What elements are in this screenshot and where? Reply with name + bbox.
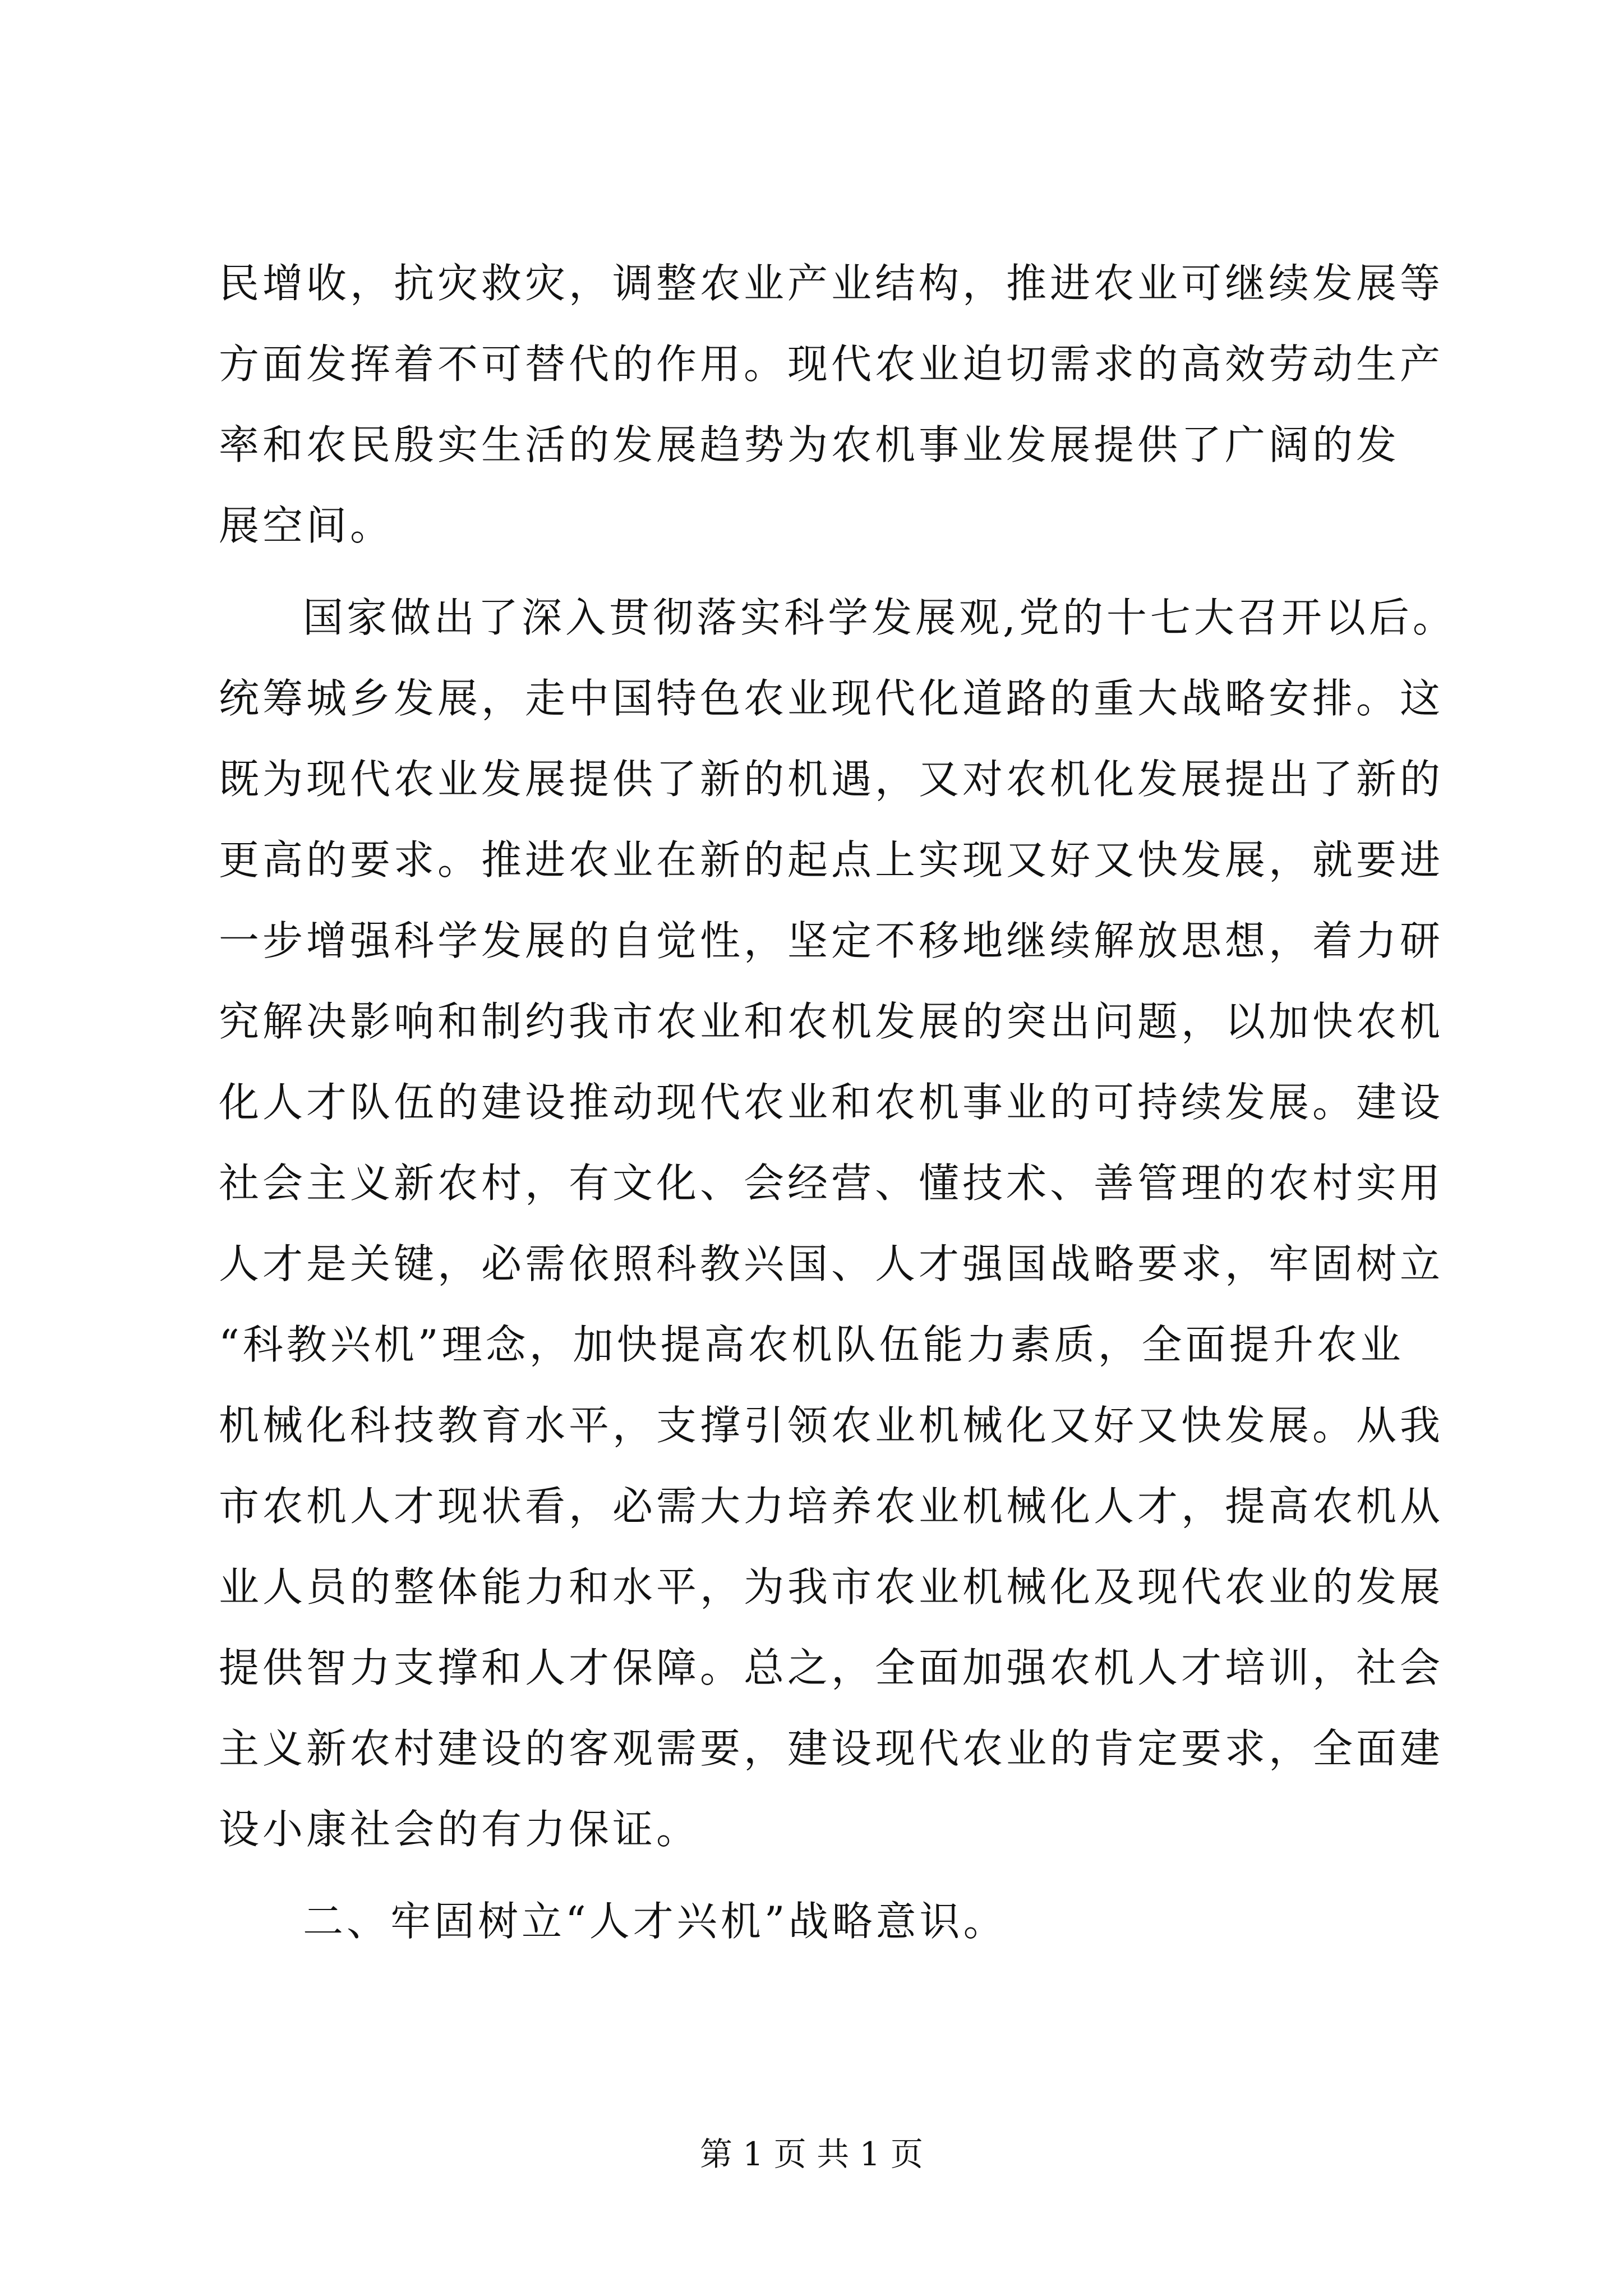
paragraph-2-line-1: 国家做出了深入贯彻落实科学发展观,党的十七大召开以后。 — [303, 594, 1456, 641]
paragraph-2-line-8: 社会主义新农村，有文化、会经营、懂技术、善管理的农村实用 — [219, 1159, 1444, 1207]
paragraph-1-line-2: 方面发挥着不可替代的作用。现代农业迫切需求的高效劳动生产 — [219, 341, 1444, 388]
paragraph-1-line-1: 民增收，抗灾救灾，调整农业产业结构，推进农业可继续发展等 — [219, 260, 1444, 307]
paragraph-2-line-4: 更高的要求。推进农业在新的起点上实现又好又快发展，就要进 — [219, 836, 1444, 884]
page-footer: 第 1 页 共 1 页 — [700, 2135, 923, 2173]
paragraph-1-line-4: 展空间。 — [219, 502, 394, 549]
paragraph-2-line-7: 化人才队伍的建设推动现代农业和农机事业的可持续发展。建设 — [219, 1079, 1444, 1126]
paragraph-2-line-12: 市农机人才现状看，必需大力培养农业机械化人才，提高农机从 — [219, 1483, 1444, 1530]
paragraph-2-line-16: 设小康社会的有力保证。 — [219, 1806, 700, 1853]
paragraph-2-line-11: 机械化科技教育水平，支撑引领农业机械化又好又快发展。从我 — [219, 1402, 1444, 1449]
paragraph-2-line-10: “科教兴机”理念，加快提高农机队伍能力素质，全面提升农业 — [219, 1321, 1404, 1368]
paragraph-2-line-5: 一步增强科学发展的自觉性，坚定不移地继续解放思想，着力研 — [219, 917, 1444, 964]
section-heading-2: 二、牢固树立“人才兴机”战略意识。 — [303, 1898, 1007, 1945]
paragraph-2-line-3: 既为现代农业发展提供了新的机遇，又对农机化发展提出了新的 — [219, 756, 1444, 803]
paragraph-2-line-13: 业人员的整体能力和水平，为我市农业机械化及现代农业的发展 — [219, 1563, 1444, 1611]
paragraph-2-line-6: 究解决影响和制约我市农业和农机发展的突出问题，以加快农机 — [219, 998, 1444, 1045]
paragraph-2-line-9: 人才是关键，必需依照科教兴国、人才强国战略要求，牢固树立 — [219, 1240, 1444, 1287]
paragraph-2-line-2: 统筹城乡发展，走中国特色农业现代化道路的重大战略安排。这 — [219, 675, 1444, 722]
paragraph-1-line-3: 率和农民殷实生活的发展趋势为农机事业发展提供了广阔的发 — [219, 421, 1400, 468]
paragraph-2-line-14: 提供智力支撑和人才保障。总之，全面加强农机人才培训，社会 — [219, 1644, 1444, 1691]
paragraph-2-line-15: 主义新农村建设的客观需要，建设现代农业的肯定要求，全面建 — [219, 1725, 1444, 1772]
